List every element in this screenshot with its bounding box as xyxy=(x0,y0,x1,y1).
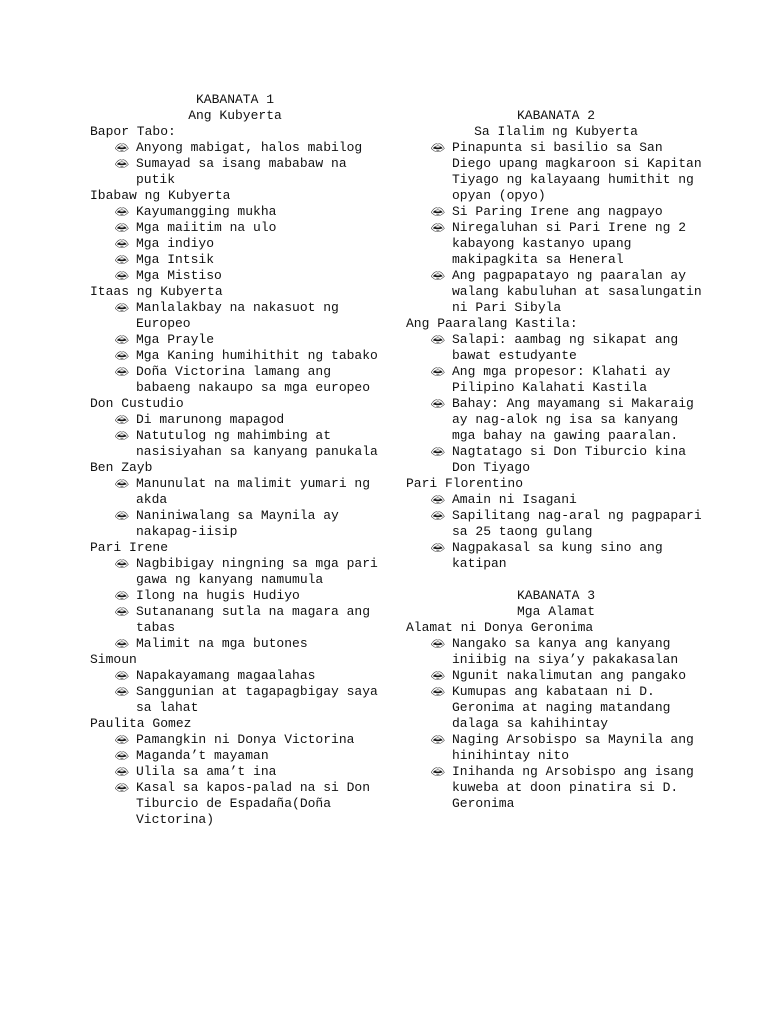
list-item xyxy=(90,780,380,828)
list-item-text: Kumupas ang kabataan ni D. Geronima at naging matandang dalaga sa kahihintay xyxy=(452,684,671,731)
lips-icon: 👄︎ xyxy=(430,733,446,747)
list-item xyxy=(406,364,706,396)
list-item-text: Niregaluhan si Pari Irene ng 2 kabayong kastanyo upang makipagkita sa Heneral xyxy=(452,220,687,267)
list-item-text: Pinapunta si basilio sa San Diego upang magkaroon si Kapitan Tiyago ng kalayaang humithit ng opyan (opyo) xyxy=(452,140,702,203)
section-heading: Pari Florentino xyxy=(406,476,524,491)
section-heading: Don Custudio xyxy=(90,396,184,411)
list-item xyxy=(90,476,380,508)
left-column xyxy=(90,92,380,828)
list-item xyxy=(90,332,380,348)
list-item-text: Manunulat na malimit yumari ng akda xyxy=(136,476,371,507)
list-item xyxy=(90,412,380,428)
lips-icon: 👄︎ xyxy=(114,205,130,219)
list-item xyxy=(406,732,706,764)
lips-icon: 👄︎ xyxy=(114,477,130,491)
list-item xyxy=(90,604,380,636)
lips-icon: 👄︎ xyxy=(114,733,130,747)
list-item xyxy=(406,220,706,268)
lips-icon: 👄︎ xyxy=(430,269,446,283)
list-item-text: Inihanda ng Arsobispo ang isang kuweba at doon pinatira si D. Geronima xyxy=(452,764,694,811)
list-item-text: Anyong mabigat, halos mabilog xyxy=(136,140,363,155)
list-item-text: Mga Intsik xyxy=(136,252,215,267)
list-item xyxy=(90,156,380,188)
section-heading: Ibabaw ng Kubyerta xyxy=(90,188,231,203)
list-item xyxy=(406,332,706,364)
chapter-2-bullet-list xyxy=(406,140,706,316)
list-item-text: Natutulog ng mahimbing at nasisiyahan sa kanyang panukala xyxy=(136,428,378,459)
list-item xyxy=(90,684,380,716)
list-item xyxy=(90,732,380,748)
list-item xyxy=(406,764,706,812)
list-item xyxy=(90,556,380,588)
list-item-text: Maganda’t mayaman xyxy=(136,748,269,763)
list-item-text: Nangako sa kanya ang kanyang iniibig na siya’y pakakasalan xyxy=(452,636,679,667)
list-item-text: Naging Arsobispo sa Maynila ang hinihintay nito xyxy=(452,732,694,763)
section-heading: Bapor Tabo: xyxy=(90,124,176,139)
lips-icon: 👄︎ xyxy=(114,669,130,683)
section-heading: Ben Zayb xyxy=(90,460,153,475)
bullet-list xyxy=(90,476,380,540)
list-item-text: Mga Prayle xyxy=(136,332,215,347)
list-item xyxy=(90,748,380,764)
list-item-text: Manlalakbay na nakasuot ng Europeo xyxy=(136,300,339,331)
list-item-text: Ngunit nakalimutan ang pangako xyxy=(452,668,687,683)
list-item xyxy=(406,636,706,668)
list-item-text: Si Paring Irene ang nagpayo xyxy=(452,204,663,219)
lips-icon: 👄︎ xyxy=(114,365,130,379)
bullet-list xyxy=(90,140,380,188)
lips-icon: 👄︎ xyxy=(114,605,130,619)
lips-icon: 👄︎ xyxy=(114,141,130,155)
list-item xyxy=(90,588,380,604)
lips-icon: 👄︎ xyxy=(114,333,130,347)
list-item-text: Sumayad sa isang mababaw na putik xyxy=(136,156,347,187)
list-item-text: Nagpakasal sa kung sino ang katipan xyxy=(452,540,663,571)
list-item xyxy=(406,140,706,204)
chapter-3-title: KABANATA 3 xyxy=(516,588,595,603)
bullet-list xyxy=(90,668,380,716)
lips-icon: 👄︎ xyxy=(114,349,130,363)
right-column xyxy=(406,92,706,812)
lips-icon: 👄︎ xyxy=(430,637,446,651)
list-item xyxy=(90,428,380,460)
list-item-text: Doña Victorina lamang ang babaeng nakaupo sa mga europeo xyxy=(136,364,371,395)
list-item-text: Mga maiitim na ulo xyxy=(136,220,277,235)
list-item xyxy=(90,300,380,332)
lips-icon: 👄︎ xyxy=(430,765,446,779)
chapter-2-title: KABANATA 2 xyxy=(516,108,595,123)
lips-icon: 👄︎ xyxy=(114,589,130,603)
list-item xyxy=(406,204,706,220)
section-heading: Simoun xyxy=(90,652,137,667)
list-item-text: Naniniwalang sa Maynila ay nakapag-iisip xyxy=(136,508,339,539)
lips-icon: 👄︎ xyxy=(430,365,446,379)
list-item-text: Sapilitang nag-aral ng pagpapari sa 25 taong gulang xyxy=(452,508,702,539)
lips-icon: 👄︎ xyxy=(430,221,446,235)
list-item xyxy=(406,508,706,540)
chapter-1-title: KABANATA 1 xyxy=(195,92,274,107)
list-item xyxy=(406,444,706,476)
list-item xyxy=(406,540,706,572)
list-item-text: Bahay: Ang mayamang si Makaraig ay nag-alok ng isa sa kanyang mga bahay na gawing paaralan. xyxy=(452,396,694,443)
list-item xyxy=(406,668,706,684)
lips-icon: 👄︎ xyxy=(114,749,130,763)
bullet-list xyxy=(406,636,706,812)
list-item-text: Nagtatago si Don Tiburcio kina Don Tiyago xyxy=(452,444,687,475)
lips-icon: 👄︎ xyxy=(114,253,130,267)
list-item xyxy=(406,492,706,508)
lips-icon: 👄︎ xyxy=(114,413,130,427)
lips-icon: 👄︎ xyxy=(114,637,130,651)
list-item xyxy=(90,268,380,284)
list-item-text: Ang mga propesor: Klahati ay Pilipino Kalahati Kastila xyxy=(452,364,671,395)
bullet-list xyxy=(90,412,380,460)
lips-icon: 👄︎ xyxy=(114,765,130,779)
list-item-text: Kasal sa kapos-palad na si Don Tiburcio de Espadaña(Doña Victorina) xyxy=(136,780,371,827)
lips-icon: 👄︎ xyxy=(114,221,130,235)
section-heading: Itaas ng Kubyerta xyxy=(90,284,223,299)
bullet-list xyxy=(90,300,380,396)
section-heading: Ang Paaralang Kastila: xyxy=(406,316,578,331)
chapter-3-sections xyxy=(406,620,706,812)
list-item xyxy=(406,396,706,444)
lips-icon: 👄︎ xyxy=(430,397,446,411)
bullet-list xyxy=(90,732,380,828)
list-item-text: Di marunong mapagod xyxy=(136,412,285,427)
lips-icon: 👄︎ xyxy=(114,781,130,795)
list-item xyxy=(90,508,380,540)
list-item-text: Sanggunian at tagapagbigay saya sa lahat xyxy=(136,684,378,715)
lips-icon: 👄︎ xyxy=(430,669,446,683)
list-item xyxy=(406,268,706,316)
list-item xyxy=(90,636,380,652)
list-item-text: Mga Mistiso xyxy=(136,268,222,283)
list-item xyxy=(90,204,380,220)
lips-icon: 👄︎ xyxy=(114,269,130,283)
list-item-text: Sutananang sutla na magara ang tabas xyxy=(136,604,371,635)
chapter-3-subtitle: Mga Alamat xyxy=(516,604,595,619)
chapter-2-sections xyxy=(406,316,706,572)
chapter-1-sections xyxy=(90,124,380,828)
lips-icon: 👄︎ xyxy=(430,333,446,347)
lips-icon: 👄︎ xyxy=(114,509,130,523)
bullet-list xyxy=(406,332,706,476)
bullet-list xyxy=(90,556,380,652)
bullet-list xyxy=(90,204,380,284)
list-item xyxy=(406,684,706,732)
list-item xyxy=(90,252,380,268)
lips-icon: 👄︎ xyxy=(114,301,130,315)
lips-icon: 👄︎ xyxy=(114,237,130,251)
lips-icon: 👄︎ xyxy=(430,541,446,555)
lips-icon: 👄︎ xyxy=(430,509,446,523)
list-item-text: Malimit na mga butones xyxy=(136,636,308,651)
list-item xyxy=(90,764,380,780)
section-heading: Paulita Gomez xyxy=(90,716,192,731)
lips-icon: 👄︎ xyxy=(114,157,130,171)
section-heading: Pari Irene xyxy=(90,540,169,555)
list-item-text: Mga indiyo xyxy=(136,236,215,251)
lips-icon: 👄︎ xyxy=(114,429,130,443)
lips-icon: 👄︎ xyxy=(430,685,446,699)
list-item-text: Ilong na hugis Hudiyo xyxy=(136,588,300,603)
chapter-1-subtitle: Ang Kubyerta xyxy=(188,108,282,123)
lips-icon: 👄︎ xyxy=(430,445,446,459)
list-item-text: Kayumangging mukha xyxy=(136,204,277,219)
list-item xyxy=(90,140,380,156)
list-item xyxy=(90,236,380,252)
bullet-list xyxy=(406,492,706,572)
list-item-text: Ang pagpapatayo ng paaralan ay walang kabuluhan at sasalungatin ni Pari Sibyla xyxy=(452,268,702,315)
list-item-text: Napakayamang magaalahas xyxy=(136,668,316,683)
lips-icon: 👄︎ xyxy=(430,493,446,507)
list-item xyxy=(90,220,380,236)
lips-icon: 👄︎ xyxy=(430,205,446,219)
list-item-text: Mga Kaning humihithit ng tabako xyxy=(136,348,378,363)
section-heading: Alamat ni Donya Geronima xyxy=(406,620,594,635)
chapter-2-subtitle: Sa Ilalim ng Kubyerta xyxy=(474,124,638,139)
lips-icon: 👄︎ xyxy=(114,685,130,699)
lips-icon: 👄︎ xyxy=(114,557,130,571)
lips-icon: 👄︎ xyxy=(430,141,446,155)
list-item-text: Nagbibigay ningning sa mga pari gawa ng kanyang namumula xyxy=(136,556,378,587)
list-item xyxy=(90,348,380,364)
list-item xyxy=(90,364,380,396)
list-item-text: Pamangkin ni Donya Victorina xyxy=(136,732,355,747)
list-item-text: Salapi: aambag ng sikapat ang bawat estudyante xyxy=(452,332,679,363)
list-item-text: Amain ni Isagani xyxy=(452,492,577,507)
list-item xyxy=(90,668,380,684)
list-item-text: Ulila sa ama’t ina xyxy=(136,764,277,779)
